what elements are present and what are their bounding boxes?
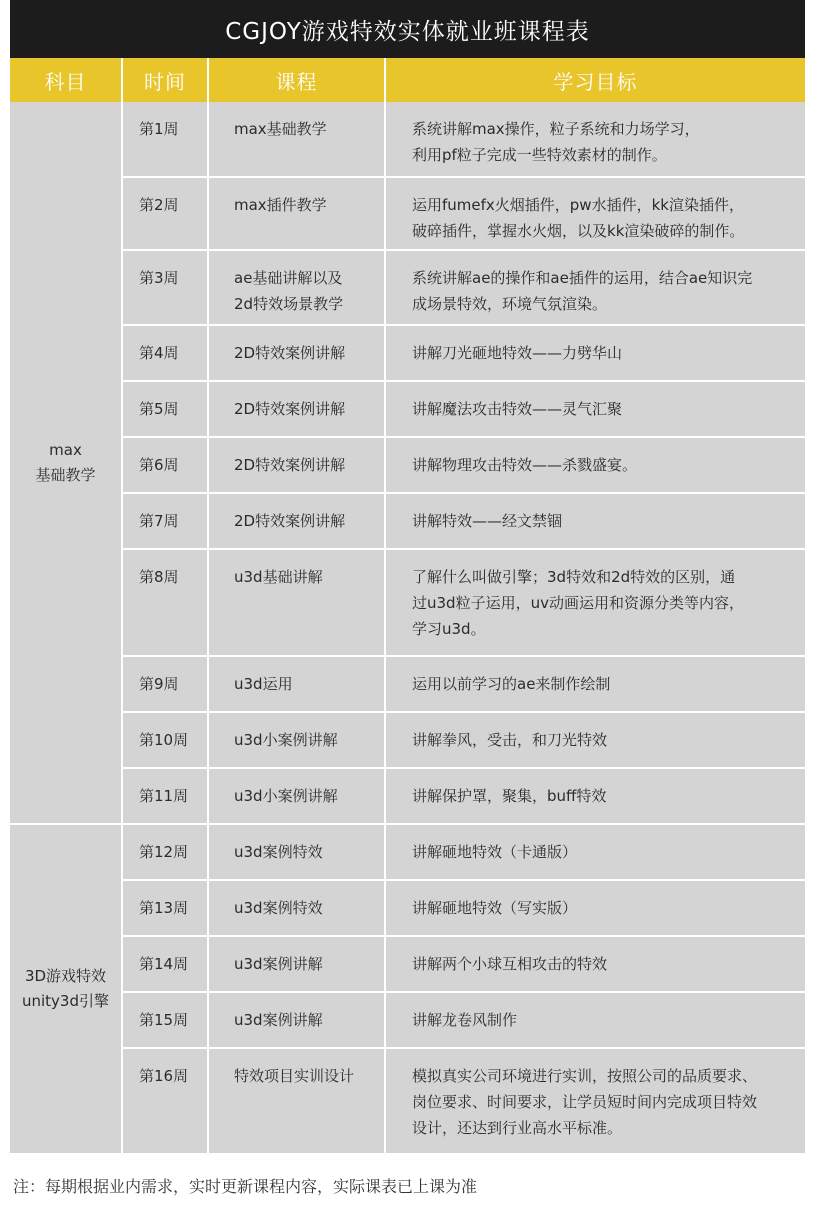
- goal-cell: 讲解两个小球互相攻击的特效: [385, 936, 805, 992]
- course-cell: max插件教学: [208, 177, 385, 250]
- table-row: [10, 102, 805, 177]
- week-cell: 第1周: [122, 102, 208, 177]
- course-cell: u3d运用: [208, 656, 385, 712]
- week-cell: 第6周: [122, 437, 208, 493]
- course-cell: u3d案例讲解: [208, 936, 385, 992]
- footnote: 注：每期根据业内需求，实时更新课程内容，实际课表已上课为准: [13, 1177, 478, 1196]
- course-table: [10, 58, 805, 1153]
- course-cell: 2D特效案例讲解: [208, 493, 385, 549]
- goal-cell: 讲解物理攻击特效——杀戮盛宴。: [385, 437, 805, 493]
- goal-cell: 模拟真实公司环境进行实训，按照公司的品质要求、 岗位要求、时间要求，让学员短时间内完成项目特效 设计，还达到行业高水平标准。: [385, 1048, 805, 1153]
- course-cell: 2D特效案例讲解: [208, 381, 385, 437]
- table-row: [10, 250, 805, 325]
- week-cell: 第3周: [122, 250, 208, 325]
- course-cell: ae基础讲解以及 2d特效场景教学: [208, 250, 385, 325]
- week-cell: 第11周: [122, 768, 208, 824]
- header-goal: 学习目标: [385, 58, 805, 102]
- table-row: [10, 768, 805, 824]
- goal-cell: 运用fumefx火烟插件，pw水插件，kk渲染插件， 破碎插件，掌握水火烟，以及kk渲染破碎的制作。: [385, 177, 805, 250]
- table-row: [10, 656, 805, 712]
- table-row: [10, 824, 805, 880]
- subject-cell: [10, 824, 122, 1153]
- goal-cell: 讲解砸地特效（卡通版）: [385, 824, 805, 880]
- week-cell: 第4周: [122, 325, 208, 381]
- goal-cell: 讲解刀光砸地特效——力劈华山: [385, 325, 805, 381]
- table-row: [10, 936, 805, 992]
- course-cell: 特效项目实训设计: [208, 1048, 385, 1153]
- page-title: CGJOY游戏特效实体就业班课程表: [10, 0, 805, 58]
- subject-line-1: 3D游戏特效: [24, 967, 107, 985]
- table-header-row: [10, 58, 805, 102]
- week-cell: 第8周: [122, 549, 208, 656]
- table-row: [10, 712, 805, 768]
- week-cell: 第16周: [122, 1048, 208, 1153]
- goal-cell: 系统讲解ae的操作和ae插件的运用，结合ae知识完 成场景特效，环境气氛渲染。: [385, 250, 805, 325]
- header-time: 时间: [122, 58, 208, 102]
- week-cell: 第15周: [122, 992, 208, 1048]
- table-row: [10, 325, 805, 381]
- week-cell: 第10周: [122, 712, 208, 768]
- week-cell: 第5周: [122, 381, 208, 437]
- course-cell: 2D特效案例讲解: [208, 437, 385, 493]
- course-cell: u3d案例讲解: [208, 992, 385, 1048]
- table-row: [10, 1048, 805, 1153]
- goal-cell: 了解什么叫做引擎；3d特效和2d特效的区别，通 过u3d粒子运用，uv动画运用和资源分类等内容， 学习u3d。: [385, 549, 805, 656]
- subject-line-2: 基础教学: [35, 465, 96, 484]
- subject-line-2: unity3d引擎: [21, 992, 109, 1010]
- course-cell: max基础教学: [208, 102, 385, 177]
- table-row: [10, 549, 805, 656]
- course-cell: 2D特效案例讲解: [208, 325, 385, 381]
- table-row: [10, 992, 805, 1048]
- table-row: [10, 493, 805, 549]
- table-row: [10, 381, 805, 437]
- goal-cell: 讲解保护罩，聚集，buff特效: [385, 768, 805, 824]
- course-cell: u3d案例特效: [208, 880, 385, 936]
- goal-cell: 讲解砸地特效（写实版）: [385, 880, 805, 936]
- week-cell: 第7周: [122, 493, 208, 549]
- goal-cell: 讲解拳风，受击，和刀光特效: [385, 712, 805, 768]
- table-row: [10, 880, 805, 936]
- table-row: [10, 177, 805, 250]
- goal-cell: 讲解龙卷风制作: [385, 992, 805, 1048]
- goal-cell: 系统讲解max操作，粒子系统和力场学习， 利用pf粒子完成一些特效素材的制作。: [385, 102, 805, 177]
- course-table-body: [10, 102, 805, 1153]
- header-subject: 科目: [10, 58, 122, 102]
- table-row: [10, 437, 805, 493]
- week-cell: 第13周: [122, 880, 208, 936]
- week-cell: 第2周: [122, 177, 208, 250]
- week-cell: 第12周: [122, 824, 208, 880]
- course-cell: u3d基础讲解: [208, 549, 385, 656]
- course-cell: u3d案例特效: [208, 824, 385, 880]
- goal-cell: 讲解魔法攻击特效——灵气汇聚: [385, 381, 805, 437]
- subject-line-1: max: [49, 440, 82, 459]
- course-cell: u3d小案例讲解: [208, 768, 385, 824]
- week-cell: 第9周: [122, 656, 208, 712]
- course-cell: u3d小案例讲解: [208, 712, 385, 768]
- goal-cell: 运用以前学习的ae来制作绘制: [385, 656, 805, 712]
- header-course: 课程: [208, 58, 385, 102]
- week-cell: 第14周: [122, 936, 208, 992]
- subject-cell: [10, 102, 122, 824]
- goal-cell: 讲解特效——经文禁锢: [385, 493, 805, 549]
